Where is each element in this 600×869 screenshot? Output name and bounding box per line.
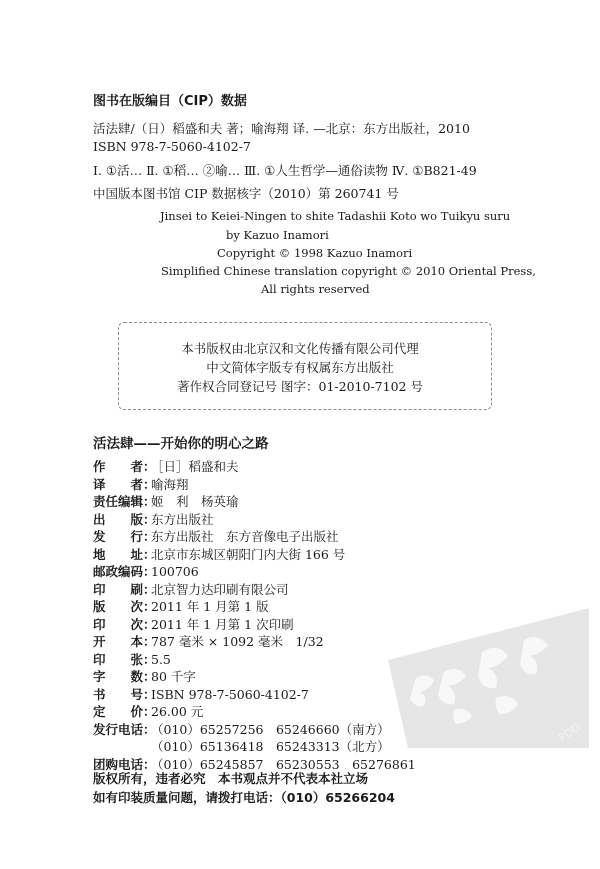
detail-row xyxy=(93,720,390,736)
detail-label: 出 版： xyxy=(93,511,156,527)
detail-value: 80 千字 xyxy=(151,669,196,684)
detail-value: 北京市东城区朝阳门内大街 166 号 xyxy=(151,546,346,562)
detail-label: 定 价： xyxy=(93,704,156,719)
detail-value: ［日］稻盛和夫 xyxy=(151,459,239,474)
cip-line-data-number: 中国版本图书馆 CIP 数据核字（2010）第 260741 号 xyxy=(93,186,399,201)
detail-row xyxy=(93,702,203,718)
detail-value: 2011 年 1 月第 1 次印刷 xyxy=(151,616,294,632)
detail-label: 印 刷： xyxy=(93,581,156,597)
book-title: 活法肆——开始你的明心之路 xyxy=(93,436,269,452)
detail-label: 发 行： xyxy=(93,529,156,544)
detail-row xyxy=(93,685,309,701)
detail-value: 东方出版社 东方音像电子出版社 xyxy=(151,529,339,544)
detail-value: 5.5 xyxy=(151,651,171,667)
detail-row xyxy=(93,580,289,596)
detail-label: 邮政编码： xyxy=(93,564,156,579)
detail-label: 版 次： xyxy=(93,599,156,614)
detail-value: 2011 年 1 月第 1 版 xyxy=(151,599,269,614)
detail-label: 团购电话： xyxy=(93,756,156,772)
detail-row xyxy=(93,510,214,526)
detail-value: ISBN 978-7-5060-4102-7 xyxy=(151,686,309,702)
detail-label: 发行电话： xyxy=(93,721,156,737)
watermark-text: PDG xyxy=(556,720,584,745)
detail-value: （010）65257256 65246660（南方） xyxy=(151,721,390,737)
detail-row xyxy=(93,562,199,578)
detail-value: 喻海翔 xyxy=(151,476,189,492)
detail-label: 印 张： xyxy=(93,651,156,667)
detail-value: 东方出版社 xyxy=(151,511,214,527)
detail-label: 译 者： xyxy=(93,476,156,492)
detail-value: 姬 利 杨英瑜 xyxy=(151,494,239,509)
copyright-line: Copyright © 1998 Kazuo Inamori xyxy=(217,246,413,260)
detail-label: 字 数： xyxy=(93,669,156,684)
original-author: by Kazuo Inamori xyxy=(226,228,329,242)
cip-line-isbn: ISBN 978-7-5060-4102-7 xyxy=(93,139,251,154)
cip-line-classification: Ⅰ. ①活… Ⅱ. ①稻… ②喻… Ⅲ. ①人生哲学—通俗读物 Ⅳ. ①B821-49 xyxy=(93,163,477,178)
translation-copyright: Simplified Chinese translation copyright © 2010 Oriental Press, xyxy=(161,264,536,278)
detail-row xyxy=(93,632,324,648)
cip-heading: 图书在版编目（CIP）数据 xyxy=(93,94,247,109)
detail-value: 787 毫米 × 1092 毫米 1/32 xyxy=(151,634,324,649)
detail-row xyxy=(93,650,171,666)
detail-label: 书 号： xyxy=(93,686,156,702)
detail-row xyxy=(93,492,239,508)
quality-contact-line: 如有印装质量问题，请拨打电话：（010）65266204 xyxy=(93,790,395,805)
cip-line-bibliographic: 活法肆/（日）稻盛和夫 著；喻海翔 译. —北京：东方出版社，2010 xyxy=(93,121,470,136)
detail-label: 作 者： xyxy=(93,459,156,474)
original-title: Jinsei to Keiei-Ningen to shite Tadashii Koto wo Tuikyu suru xyxy=(160,209,511,223)
detail-row xyxy=(93,475,189,491)
detail-row xyxy=(93,615,294,631)
detail-value: 26.00 元 xyxy=(151,704,204,719)
detail-label: 开 本： xyxy=(93,634,156,649)
detail-row xyxy=(93,457,239,473)
detail-label: 责任编辑： xyxy=(93,494,156,509)
detail-row xyxy=(93,737,390,753)
detail-row xyxy=(93,545,345,561)
detail-label: 地 址： xyxy=(93,546,156,562)
detail-value: （010）65136418 65243313（北方） xyxy=(151,739,390,754)
notice-line-agency: 本书版权由北京汉和文化传播有限公司代理 xyxy=(181,341,419,356)
detail-value: （010）65245857 65230553 65276861 xyxy=(151,756,416,772)
detail-label: 印 次： xyxy=(93,616,156,632)
detail-row xyxy=(93,527,339,543)
rights-reserved: All rights reserved xyxy=(261,282,370,296)
library-seal-watermark xyxy=(384,600,594,750)
notice-line-contract: 著作权合同登记号 图字：01-2010-7102 号 xyxy=(177,379,423,394)
notice-line-exclusive: 中文简体字版专有权属东方出版社 xyxy=(206,360,394,375)
detail-value: 100706 xyxy=(151,564,199,579)
detail-row xyxy=(93,667,196,683)
rights-notice-line: 版权所有，违者必究 本书观点并不代表本社立场 xyxy=(93,771,369,786)
detail-value: 北京智力达印刷有限公司 xyxy=(151,581,289,597)
detail-row xyxy=(93,597,269,613)
